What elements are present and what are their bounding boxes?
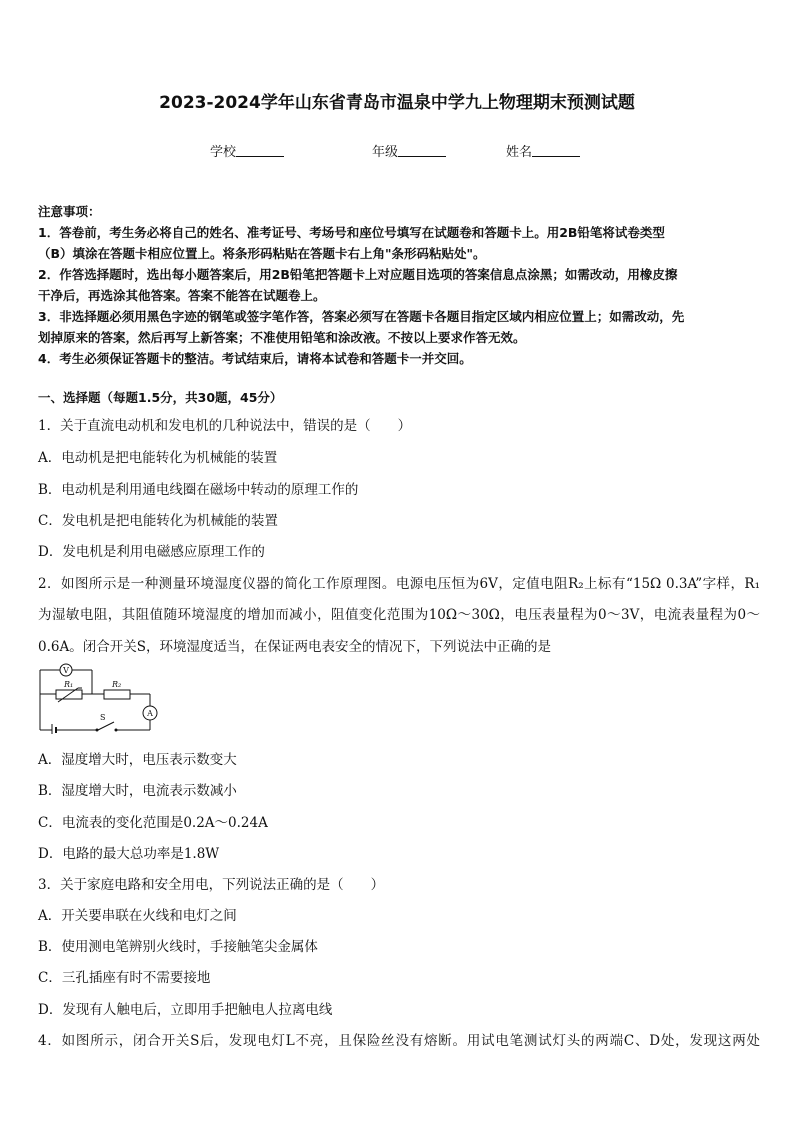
name-field[interactable]: [506, 141, 580, 160]
ammeter-label: A: [147, 709, 153, 718]
exam-title: 2023-2024学年山东省青岛市温泉中学九上物理期末预测试题: [159, 93, 635, 113]
switch-label: S: [100, 713, 106, 722]
r1-label: R₁: [64, 680, 74, 689]
notice-block: [38, 201, 760, 369]
name-label: 姓名: [506, 145, 533, 160]
q3-option-d[interactable]: D．发现有人触电后，立即用手把触电人拉离电线: [38, 1002, 333, 1018]
q1-option-a[interactable]: A．电动机是把电能转化为机械能的装置: [38, 450, 278, 466]
school-label: 学校: [210, 145, 237, 160]
notice-line: 1．答卷前，考生务必将自己的姓名、准考证号、考场号和座位号填写在试题卷和答题卡上。用2B铅笔将试卷类型: [38, 225, 665, 240]
q3-option-b[interactable]: B．使用测电笔辨别火线时，手接触笔尖金属体: [38, 939, 318, 955]
notice-line: 4．考生必须保证答题卡的整洁。考试结束后，请将本试卷和答题卡一并交回。: [38, 351, 472, 366]
grade-label: 年级: [372, 145, 399, 160]
q3-stem: 3．关于家庭电路和安全用电，下列说法正确的是（ ）: [38, 877, 385, 893]
notice-line: 干净后，再选涂其他答案。答案不能答在试题卷上。: [38, 288, 326, 303]
q2-option-d[interactable]: D．电路的最大总功率是1.8W: [38, 846, 220, 862]
r2-label: R₂: [112, 680, 122, 689]
switch-contact: [115, 729, 118, 732]
q3-option-c[interactable]: C．三孔插座有时不需要接地: [38, 970, 211, 986]
notice-heading: 注意事项：: [38, 204, 101, 219]
notice-line: 2．作答选择题时，选出每小题答案后，用2B铅笔把答题卡上对应题目选项的答案信息点涂黑；如需改动，用橡皮擦: [38, 267, 678, 282]
q2-stem-line: 为湿敏电阻，其阻值随环境湿度的增加而减小，阻值变化范围为10Ω～30Ω，电压表量程为0～3V，电流表量程为0～: [38, 607, 760, 623]
voltmeter-label: V: [63, 666, 69, 675]
grade-field[interactable]: [372, 141, 446, 160]
q1-option-d[interactable]: D．发电机是利用电磁感应原理工作的: [38, 544, 265, 560]
grade-blank[interactable]: [398, 144, 446, 157]
q2-option-a[interactable]: A．湿度增大时，电压表示数变大: [38, 752, 237, 768]
q1-stem: 1．关于直流电动机和发电机的几种说法中，错误的是（ ）: [38, 418, 412, 434]
circuit-diagram: [38, 660, 162, 734]
notice-line: （B）填涂在答题卡相应位置上。将条形码粘贴在答题卡右上角"条形码粘贴处"。: [38, 246, 486, 261]
notice-line: 3．非选择题必须用黑色字迹的钢笔或签字笔作答，答案必须写在答题卡各题目指定区域内相应位置上；如需改动，先: [38, 309, 685, 324]
name-blank[interactable]: [532, 144, 580, 157]
r2-resistor: [104, 690, 130, 699]
q2-option-b[interactable]: B．湿度增大时，电流表示数减小: [38, 783, 237, 799]
section-heading: 一、选择题（每题1.5分，共30题，45分）: [38, 390, 283, 405]
q4-stem: 4．如图所示，闭合开关S后，发现电灯L不亮，且保险丝没有熔断。用试电笔测试灯头的两端C、D处，发现这两处: [38, 1033, 760, 1049]
switch-lever: [98, 722, 114, 730]
q1-option-b[interactable]: B．电动机是利用通电线圈在磁场中转动的原理工作的: [38, 482, 359, 498]
q2-option-c[interactable]: C．电流表的变化范围是0.2A～0.24A: [38, 815, 268, 831]
q3-option-a[interactable]: A．开关要串联在火线和电灯之间: [38, 908, 237, 924]
school-blank[interactable]: [236, 144, 284, 157]
q2-stem-line: 0.6A。闭合开关S，环境湿度适当，在保证两电表安全的情况下，下列说法中正确的是: [38, 639, 551, 655]
q1-option-c[interactable]: C．发电机是把电能转化为机械能的装置: [38, 513, 278, 529]
switch-contact: [96, 729, 99, 732]
notice-line: 划掉原来的答案，然后再写上新答案；不准使用铅笔和涂改液。不按以上要求作答无效。: [38, 330, 526, 345]
q2-stem-line: 2．如图所示是一种测量环境湿度仪器的简化工作原理图。电源电压恒为6V，定值电阻R₂上标有“15Ω 0.3A”字样，R₁: [38, 576, 760, 592]
school-field[interactable]: [210, 141, 284, 160]
